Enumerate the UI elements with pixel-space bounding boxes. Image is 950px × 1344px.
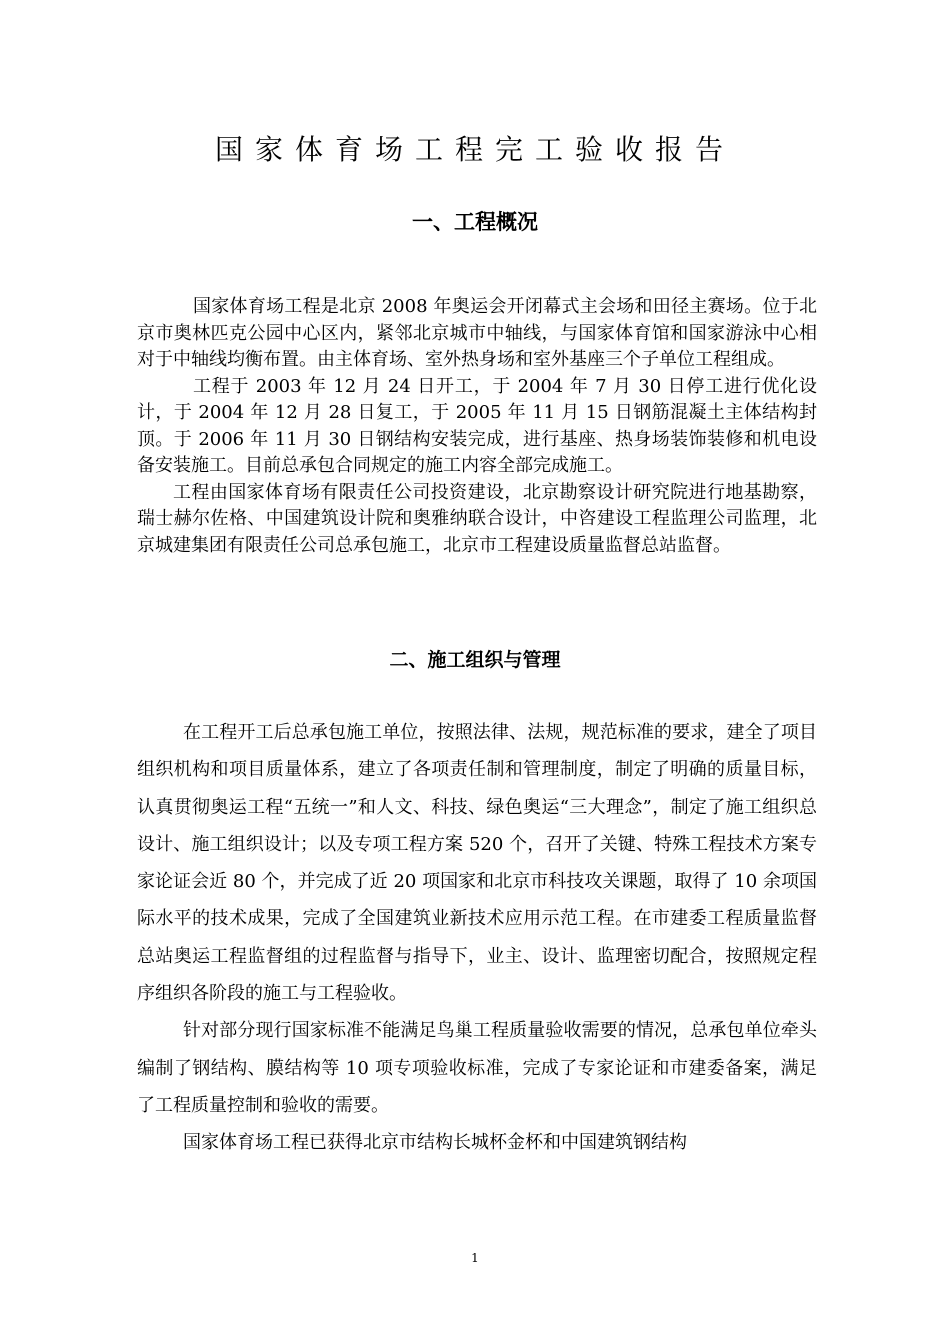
section-management-body xyxy=(137,714,817,1162)
overview-paragraph-1: 国家体育场工程是北京 2008 年奥运会开闭幕式主会场和田径主赛场。位于北京市奥林匹克公园中心区内，紧邻北京城市中轴线，与国家体育馆和国家游泳中心相对于中轴线均衡布置。由主体育场、室外热身场和室外基座三个子单位工程组成。 xyxy=(137,296,817,370)
overview-paragraph-2: 工程于 2003 年 12 月 24 日开工，于 2004 年 7 月 30 日停工进行优化设计，于 2004 年 12 月 28 日复工，于 2005 年 11 月 15 日钢筋混凝土主体结构封顶。于 2006 年 11 月 30 日钢结构安装完成，进行基座、热身场装饰装修和机电设备安装施工。目前总承包合同规定的施工内容全部完成施工。 xyxy=(137,375,817,476)
management-paragraph-3: 国家体育场工程已获得北京市结构长城杯金杯和中国建筑钢结构 xyxy=(183,1132,687,1154)
section-heading-overview: 一、工程概况 xyxy=(412,210,538,234)
management-paragraph-2: 针对部分现行国家标准不能满足鸟巢工程质量验收需要的情况，总承包单位牵头编制了钢结构、膜结构等 10 项专项验收标准，完成了专家论证和市建委备案，满足了工程质量控制和验收的需要。 xyxy=(137,1020,817,1116)
page-number: 1 xyxy=(471,1251,479,1265)
section-overview-body xyxy=(137,294,817,559)
management-paragraph-1: 在工程开工后总承包施工单位，按照法律、法规，规范标准的要求，建全了项目组织机构和项目质量体系，建立了各项责任制和管理制度，制定了明确的质量目标，认真贯彻奥运工程“五统一”和人文、科技、绿色奥运“三大理念”，制定了施工组织总设计、施工组织设计；以及专项工程方案 520 个，召开了关键、特殊工程技术方案专家论证会近 80 个，并完成了近 20 项国家和北京市科技攻关课题，取得了 10 余项国际水平的技术成果，完成了全国建筑业新技术应用示范工程。在市建委工程质量监督总站奥运工程监督组的过程监督与指导下，业主、设计、监理密切配合，按照规定程序组织各阶段的施工与工程验收。 xyxy=(137,722,817,1005)
overview-paragraph-3: 工程由国家体育场有限责任公司投资建设，北京勘察设计研究院进行地基勘察，瑞士赫尔佐格、中国建筑设计院和奥雅纳联合设计，中咨建设工程监理公司监理，北京城建集团有限责任公司总承包施工，北京市工程建设质量监督总站监督。 xyxy=(137,481,817,556)
section-heading-management: 二、施工组织与管理 xyxy=(389,649,561,671)
document-title: 国家体育场工程完工验收报告 xyxy=(214,133,735,166)
